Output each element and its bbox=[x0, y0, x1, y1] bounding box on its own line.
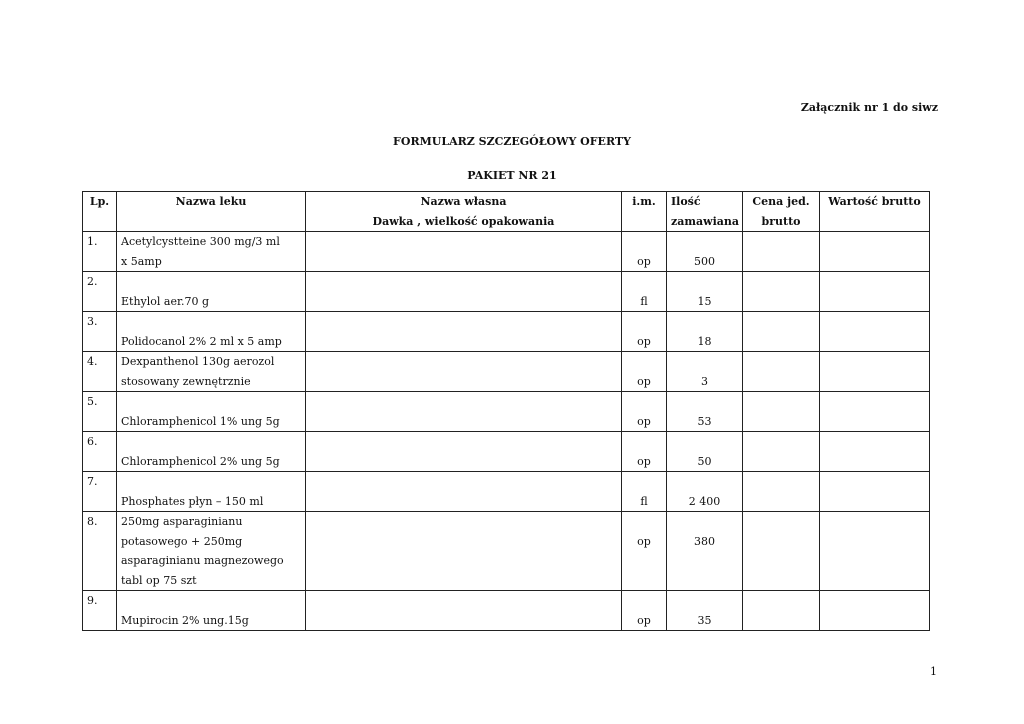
cell-unit-price bbox=[743, 472, 820, 512]
table-row bbox=[83, 512, 930, 591]
cell-own-name bbox=[306, 352, 622, 392]
cell-quantity-value: 3 bbox=[701, 374, 708, 388]
cell-unit bbox=[622, 432, 667, 472]
table-row bbox=[83, 392, 930, 432]
cell-quantity-value: 2 400 bbox=[688, 494, 721, 508]
drug-name-line bbox=[121, 591, 301, 611]
cell-lp: 5. bbox=[83, 392, 117, 432]
cell-gross-value bbox=[820, 232, 930, 272]
drug-name-line: x 5amp bbox=[121, 254, 162, 268]
drug-name-line bbox=[121, 312, 301, 332]
cell-quantity bbox=[667, 272, 743, 312]
drug-name-line: asparaginianu magnezowego bbox=[121, 554, 284, 567]
cell-unit-price bbox=[743, 272, 820, 312]
spacer bbox=[671, 232, 738, 252]
cell-quantity bbox=[667, 352, 743, 392]
cell-unit-price bbox=[743, 232, 820, 272]
page-number: 1 bbox=[930, 665, 937, 678]
cell-quantity bbox=[667, 512, 743, 591]
header-quantity bbox=[667, 192, 743, 232]
header-drug-name: Nazwa leku bbox=[117, 192, 306, 232]
cell-lp: 7. bbox=[83, 472, 117, 512]
drug-name-line: Mupirocin 2% ung.15g bbox=[121, 613, 249, 627]
table-row bbox=[83, 272, 930, 312]
cell-lp: 9. bbox=[83, 591, 117, 631]
drug-name-line: Acetylcystteine 300 mg/3 ml bbox=[121, 235, 280, 248]
spacer bbox=[626, 392, 662, 412]
cell-unit-value: fl bbox=[640, 494, 648, 508]
offer-table-body bbox=[83, 232, 930, 631]
table-row bbox=[83, 312, 930, 352]
cell-quantity-value: 50 bbox=[697, 454, 712, 468]
cell-unit-value: op bbox=[637, 254, 651, 268]
spacer bbox=[671, 352, 738, 372]
spacer bbox=[671, 591, 738, 611]
cell-unit-value: op bbox=[637, 414, 651, 428]
cell-unit-price bbox=[743, 312, 820, 352]
cell-unit bbox=[622, 392, 667, 432]
header-unit-price-line2: brutto bbox=[761, 214, 801, 228]
cell-lp: 8. bbox=[83, 512, 117, 591]
cell-gross-value bbox=[820, 272, 930, 312]
spacer bbox=[626, 571, 662, 591]
cell-unit bbox=[622, 352, 667, 392]
cell-gross-value bbox=[820, 472, 930, 512]
cell-unit-value: op bbox=[637, 374, 651, 388]
spacer bbox=[626, 272, 662, 292]
spacer bbox=[671, 571, 738, 591]
drug-name-line bbox=[121, 432, 301, 452]
table-header-row bbox=[83, 192, 930, 232]
spacer bbox=[671, 432, 738, 452]
cell-lp: 2. bbox=[83, 272, 117, 312]
spacer bbox=[671, 472, 738, 492]
cell-quantity bbox=[667, 432, 743, 472]
cell-lp: 1. bbox=[83, 232, 117, 272]
drug-name-line: Phosphates płyn – 150 ml bbox=[121, 494, 264, 508]
cell-drug-name bbox=[117, 272, 306, 312]
cell-gross-value bbox=[820, 312, 930, 352]
cell-quantity bbox=[667, 591, 743, 631]
header-own-name-line2: Dawka , wielkość opakowania bbox=[372, 214, 555, 228]
cell-quantity-value: 380 bbox=[694, 534, 715, 548]
cell-own-name bbox=[306, 312, 622, 352]
table-row bbox=[83, 591, 930, 631]
cell-quantity bbox=[667, 472, 743, 512]
cell-unit-value: op bbox=[637, 613, 651, 627]
drug-name-line: Dexpanthenol 130g aerozol bbox=[121, 355, 275, 368]
spacer bbox=[626, 512, 662, 532]
spacer bbox=[626, 312, 662, 332]
cell-drug-name bbox=[117, 432, 306, 472]
cell-lp: 6. bbox=[83, 432, 117, 472]
drug-name-line: Chloramphenicol 2% ung 5g bbox=[121, 454, 280, 468]
cell-own-name bbox=[306, 272, 622, 312]
cell-gross-value bbox=[820, 591, 930, 631]
cell-unit bbox=[622, 312, 667, 352]
header-unit-price bbox=[743, 192, 820, 232]
header-lp: Lp. bbox=[83, 192, 117, 232]
cell-own-name bbox=[306, 591, 622, 631]
cell-drug-name bbox=[117, 232, 306, 272]
header-unit-price-line1: Cena jed. bbox=[752, 195, 810, 208]
header-unit: i.m. bbox=[622, 192, 667, 232]
cell-quantity bbox=[667, 392, 743, 432]
cell-own-name bbox=[306, 472, 622, 512]
header-quantity-line1: Ilość bbox=[671, 195, 701, 208]
cell-own-name bbox=[306, 432, 622, 472]
spacer bbox=[671, 392, 738, 412]
cell-drug-name bbox=[117, 312, 306, 352]
cell-drug-name bbox=[117, 392, 306, 432]
attachment-label: Załącznik nr 1 do siwz bbox=[800, 101, 938, 114]
cell-drug-name bbox=[117, 472, 306, 512]
cell-unit-price bbox=[743, 591, 820, 631]
cell-unit-price bbox=[743, 392, 820, 432]
spacer bbox=[671, 272, 738, 292]
cell-drug-name bbox=[117, 591, 306, 631]
cell-quantity-value: 15 bbox=[697, 294, 712, 308]
drug-name-line bbox=[121, 472, 301, 492]
header-quantity-line2: zamawiana bbox=[671, 214, 740, 228]
cell-unit-value: fl bbox=[640, 294, 648, 308]
table-row bbox=[83, 432, 930, 472]
spacer bbox=[626, 352, 662, 372]
spacer bbox=[626, 472, 662, 492]
cell-gross-value bbox=[820, 352, 930, 392]
drug-name-line: stosowany zewnętrznie bbox=[121, 374, 251, 388]
cell-quantity-value: 18 bbox=[697, 334, 712, 348]
drug-name-line: Chloramphenicol 1% ung 5g bbox=[121, 414, 280, 428]
drug-name-line: 250mg asparaginianu bbox=[121, 515, 243, 528]
cell-unit-price bbox=[743, 512, 820, 591]
header-own-name-line1: Nazwa własna bbox=[420, 195, 507, 208]
cell-unit-value: op bbox=[637, 454, 651, 468]
table-row bbox=[83, 472, 930, 512]
drug-name-line: potasowego + 250mg bbox=[121, 534, 243, 548]
header-gross-value: Wartość brutto bbox=[820, 192, 930, 232]
cell-gross-value bbox=[820, 512, 930, 591]
drug-name-line bbox=[121, 272, 301, 292]
spacer bbox=[626, 232, 662, 252]
cell-unit-price bbox=[743, 352, 820, 392]
package-title: PAKIET NR 21 bbox=[467, 169, 557, 182]
cell-unit bbox=[622, 512, 667, 591]
cell-own-name bbox=[306, 392, 622, 432]
spacer bbox=[626, 432, 662, 452]
drug-name-line: Ethylol aer.70 g bbox=[121, 294, 210, 308]
spacer bbox=[671, 312, 738, 332]
cell-lp: 4. bbox=[83, 352, 117, 392]
header-own-name bbox=[306, 192, 622, 232]
cell-quantity-value: 35 bbox=[697, 613, 712, 627]
drug-name-line: Polidocanol 2% 2 ml x 5 amp bbox=[121, 334, 282, 348]
spacer bbox=[626, 591, 662, 611]
cell-own-name bbox=[306, 512, 622, 591]
spacer bbox=[671, 512, 738, 532]
cell-unit bbox=[622, 232, 667, 272]
cell-quantity-value: 500 bbox=[694, 254, 715, 268]
drug-name-line bbox=[121, 392, 301, 412]
cell-own-name bbox=[306, 232, 622, 272]
table-row bbox=[83, 352, 930, 392]
drug-name-line: tabl op 75 szt bbox=[121, 573, 197, 587]
offer-table bbox=[82, 191, 930, 631]
cell-unit bbox=[622, 272, 667, 312]
cell-drug-name bbox=[117, 512, 306, 591]
cell-gross-value bbox=[820, 432, 930, 472]
cell-unit-value: op bbox=[637, 334, 651, 348]
cell-unit-value: op bbox=[637, 534, 651, 548]
cell-drug-name bbox=[117, 352, 306, 392]
cell-lp: 3. bbox=[83, 312, 117, 352]
cell-unit bbox=[622, 472, 667, 512]
cell-gross-value bbox=[820, 392, 930, 432]
spacer bbox=[671, 551, 738, 571]
cell-quantity bbox=[667, 232, 743, 272]
cell-quantity-value: 53 bbox=[697, 414, 712, 428]
spacer bbox=[626, 551, 662, 571]
cell-unit bbox=[622, 591, 667, 631]
cell-quantity bbox=[667, 312, 743, 352]
table-row bbox=[83, 232, 930, 272]
form-title: FORMULARZ SZCZEGÓŁOWY OFERTY bbox=[393, 135, 631, 148]
cell-unit-price bbox=[743, 432, 820, 472]
